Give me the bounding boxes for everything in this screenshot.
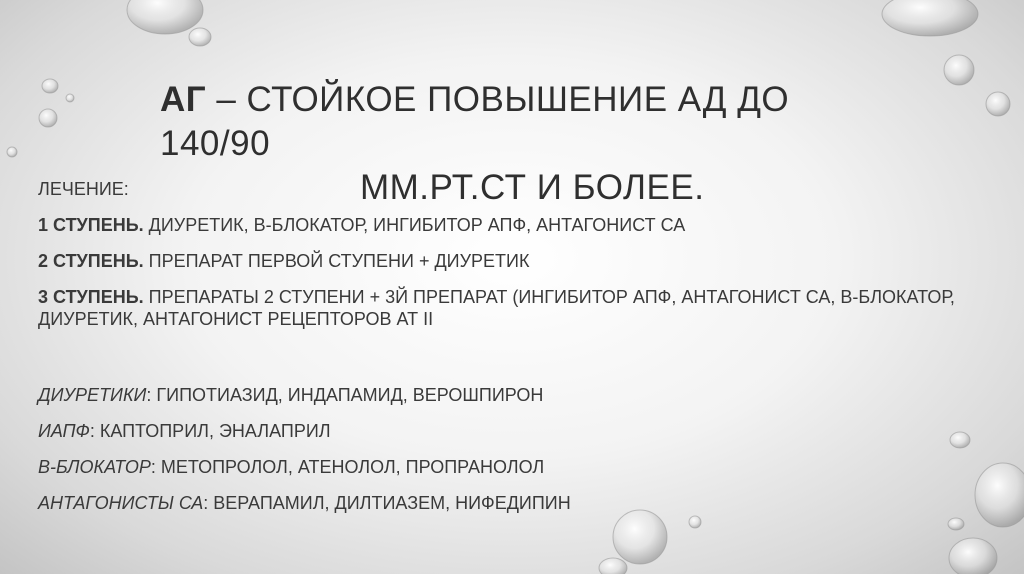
drug-names: : ВЕРАПАМИЛ, ДИЛТИАЗЕМ, НИФЕДИПИН xyxy=(203,493,571,513)
drop xyxy=(39,109,57,127)
drop xyxy=(613,510,667,564)
drop xyxy=(7,147,17,157)
spacer xyxy=(38,344,988,384)
step-3-text: ПРЕПАРАТЫ 2 СТУПЕНИ + 3Й ПРЕПАРАТ (ИНГИБИТОР АПФ, АНТАГОНИСТ СА, B-БЛОКАТОР, ДИУРЕТИК, АНТАГОНИСТ РЕЦЕПТОРОВ АТ II xyxy=(38,287,955,329)
step-2 xyxy=(38,250,988,272)
step-1-label: 1 СТУПЕНЬ. xyxy=(38,215,144,235)
drop xyxy=(949,538,997,574)
drug-group-label: АНТАГОНИСТЫ СА xyxy=(38,493,204,513)
step-3-label: 3 СТУПЕНЬ. xyxy=(38,287,144,307)
step-1 xyxy=(38,214,988,236)
step-2-text: ПРЕПАРАТ ПЕРВОЙ СТУПЕНИ + ДИУРЕТИК xyxy=(143,251,530,271)
title-rest: – СТОЙКОЕ ПОВЫШЕНИЕ АД ДО 140/90 xyxy=(160,80,790,163)
drop xyxy=(882,0,978,36)
drop xyxy=(127,0,203,34)
drop xyxy=(599,558,627,574)
drop xyxy=(42,79,58,93)
drug-names: : МЕТОПРОЛОЛ, АТЕНОЛОЛ, ПРОПРАНОЛОЛ xyxy=(150,457,545,477)
drug-group-label: ИАПФ xyxy=(38,421,90,441)
drop xyxy=(189,28,211,46)
step-3 xyxy=(38,286,988,330)
drop xyxy=(66,94,74,102)
drug-line-ca-antagonists xyxy=(38,492,988,514)
treatment-heading: ЛЕЧЕНИЕ: xyxy=(38,179,129,199)
drug-line-iapf xyxy=(38,420,988,442)
title-line2: ММ.РТ.СТ И БОЛЕЕ. xyxy=(360,168,705,207)
drop xyxy=(689,516,701,528)
title-lead: АГ xyxy=(160,80,207,119)
slide-body xyxy=(38,178,988,514)
drug-names: : ГИПОТИАЗИД, ИНДАПАМИД, ВЕРОШПИРОН xyxy=(146,385,544,405)
drop xyxy=(986,92,1010,116)
drug-line-beta-blockers xyxy=(38,456,988,478)
drug-line-diuretics xyxy=(38,384,988,406)
drug-group-label: ДИУРЕТИКИ xyxy=(38,385,147,405)
step-1-text: ДИУРЕТИК, B-БЛОКАТОР, ИНГИБИТОР АПФ, АНТАГОНИСТ СА xyxy=(143,215,686,235)
drug-group-label: B-БЛОКАТОР xyxy=(38,457,151,477)
drop xyxy=(948,518,964,530)
step-2-label: 2 СТУПЕНЬ. xyxy=(38,251,144,271)
drop xyxy=(944,55,974,85)
drug-names: : КАПТОПРИЛ, ЭНАЛАПРИЛ xyxy=(89,421,331,441)
